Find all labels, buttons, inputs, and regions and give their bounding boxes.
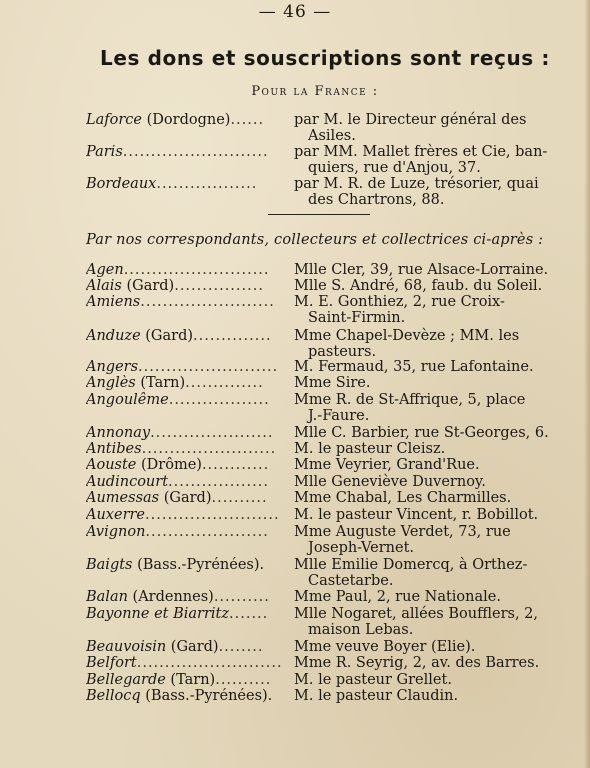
entry-details [294,278,556,294]
leader-dots: ........................ [145,507,280,523]
details-continuation: Castetarbe. [308,573,394,589]
entry-details [294,474,556,490]
place-region: (Drôme) [136,457,202,473]
details-line: Mme Chabal, Les Charmilles. [294,490,512,506]
place-region: (Tarn) [135,375,186,391]
place-region: (Tarn) [165,672,216,688]
entry-details [294,457,556,473]
details-line: Mlle Nogaret, allées Boufflers, 2, [294,606,539,622]
entry-details [294,606,556,638]
leader-dots: .................. [156,176,258,192]
leader-dots: ........................ [141,441,277,457]
entry-location [86,672,286,688]
leader-dots: ...................... [145,524,269,540]
entry-details [294,490,556,506]
entry-details [294,392,556,424]
entry-location [86,441,286,457]
place-name: Bellocq [86,688,141,704]
place-region: (Gard) [166,639,219,655]
entry-details [294,672,556,688]
details-line: M. le pasteur Cleisz. [294,441,446,457]
entry-location [86,457,286,473]
place-name: Laforce [86,112,143,128]
entry-location [86,557,286,573]
place-name: Angers [86,359,139,375]
entry-details [294,557,556,589]
entry-details [294,144,556,176]
place-name: Belfort [86,655,137,671]
details-line: Mme R. Seyrig, 2, av. des Barres. [294,655,540,671]
leader-dots: ............ [201,457,270,473]
place-name: Agen [86,262,124,278]
leader-dots: ......................... [138,359,279,375]
details-continuation: Joseph-Vernet. [308,540,415,556]
correspondants-heading: Par nos correspondants, collecteurs et collectrices ci-après : [86,232,544,248]
entry-location [86,176,286,192]
leader-dots: .............. [185,375,264,391]
entry-details [294,176,556,208]
place-name: Paris [86,144,123,160]
entry-details [294,262,556,278]
entry-details [294,589,556,605]
entry-details [294,425,556,441]
entry-details [294,359,556,375]
entry-location [86,606,286,622]
entry-location [86,524,286,540]
details-line: par M. R. de Luze, trésorier, quai [294,176,539,192]
leader-dots: .................. [168,474,269,490]
leader-dots: .......... [211,490,268,506]
place-region: (Bass.-Pyrénées). [140,688,273,704]
place-name: Annonay [86,425,151,441]
details-line: Mme Auguste Verdet, 73, rue [294,524,511,540]
place-name: Bayonne et Biarritz [86,606,230,622]
entry-details [294,639,556,655]
details-line: Mme Sire. [294,375,371,391]
place-name: Auxerre [86,507,146,523]
entry-details [294,112,556,144]
place-region: (Ardennes) [127,589,214,605]
entry-details [294,375,556,391]
details-continuation: Saint-Firmin. [308,310,406,326]
details-line: Mlle S. André, 68, faub. du Soleil. [294,278,543,294]
place-name: Alais [86,278,122,294]
place-name: Antibes [86,441,142,457]
place-name: Aouste [86,457,137,473]
place-name: Amiens [86,294,141,310]
details-line: Mme Paul, 2, rue Nationale. [294,589,501,605]
entry-location [86,262,286,278]
place-name: Bellegarde [86,672,166,688]
place-name: Aumessas [86,490,160,506]
entry-location [86,589,286,605]
details-line: Mme R. de St-Affrique, 5, place [294,392,526,408]
leader-dots: .......................... [122,144,269,160]
entry-details [294,294,556,326]
details-continuation: pasteurs. [308,344,377,360]
details-line: M. Fermaud, 35, rue Lafontaine. [294,359,534,375]
leader-dots: ........ [218,639,264,655]
leader-dots: ....... [229,606,269,622]
details-line: M. E. Gonthiez, 2, rue Croix- [294,294,505,310]
entry-location [86,507,286,523]
leader-dots: ........................ [140,294,275,310]
leader-dots: .................. [168,392,270,408]
entry-details [294,441,556,457]
leader-dots: .......... [215,672,272,688]
details-line: Mme veuve Boyer (Elie). [294,639,476,655]
details-continuation: J.-Faure. [308,408,370,424]
entry-location [86,375,286,391]
entry-location [86,112,286,128]
leader-dots: .............. [193,328,272,344]
entry-location [86,359,286,375]
entry-location [86,688,286,704]
page-title: Les dons et souscriptions sont reçus : [100,46,550,70]
place-region: (Gard) [159,490,212,506]
section-subtitle: Pour la France : [251,84,379,99]
entry-location [86,490,286,506]
entry-location [86,639,286,655]
details-line: M. le pasteur Grellet. [294,672,452,688]
entry-location [86,328,286,344]
details-line: par M. le Directeur général des [294,112,527,128]
place-name: Audincourt [86,474,169,490]
details-continuation: des Chartrons, 88. [308,192,445,208]
page-edge [584,0,590,768]
entry-location [86,294,286,310]
details-line: par MM. Mallet frères et Cie, ban- [294,144,548,160]
place-name: Angoulême [86,392,169,408]
entry-location [86,655,286,671]
page-number: — 46 — [258,2,332,22]
place-region: (Gard) [140,328,194,344]
place-name: Anglès [86,375,136,391]
details-line: Mlle Emilie Domercq, à Orthez- [294,557,528,573]
entry-details [294,655,556,671]
leader-dots: ...... [230,112,265,128]
entry-location [86,392,286,408]
details-line: Mme Veyrier, Grand'Rue. [294,457,480,473]
entry-details [294,328,556,360]
leader-dots: ...................... [150,425,274,441]
details-line: Mme Chapel-Devèze ; MM. les [294,328,520,344]
place-region: (Bass.-Pyrénées). [132,557,265,573]
details-line: Mlle Cler, 39, rue Alsace-Lorraine. [294,262,549,278]
leader-dots: .......................... [123,262,270,278]
details-line: M. le pasteur Vincent, r. Bobillot. [294,507,539,523]
leader-dots: .......................... [136,655,283,671]
entry-location [86,278,286,294]
details-line: M. le pasteur Claudin. [294,688,459,704]
entry-location [86,144,286,160]
details-continuation: quiers, rue d'Anjou, 37. [308,160,481,176]
details-line: Mlle C. Barbier, rue St-Georges, 6. [294,425,549,441]
place-name: Avignon [86,524,146,540]
place-region: (Gard) [121,278,175,294]
place-name: Balan [86,589,128,605]
place-name: Anduze [86,328,141,344]
entry-location [86,425,286,441]
leader-dots: .......... [213,589,270,605]
details-continuation: Asiles. [308,128,356,144]
entry-location [86,474,286,490]
place-name: Bordeaux [86,176,157,192]
section-divider [268,214,370,215]
leader-dots: ................ [174,278,264,294]
entry-details [294,524,556,556]
place-region: (Dordogne) [142,112,231,128]
place-name: Beauvoisin [86,639,167,655]
details-line: Mlle Geneviève Duvernoy. [294,474,486,490]
entry-details [294,688,556,704]
details-continuation: maison Lebas. [308,622,414,638]
place-name: Baigts [86,557,133,573]
entry-details [294,507,556,523]
